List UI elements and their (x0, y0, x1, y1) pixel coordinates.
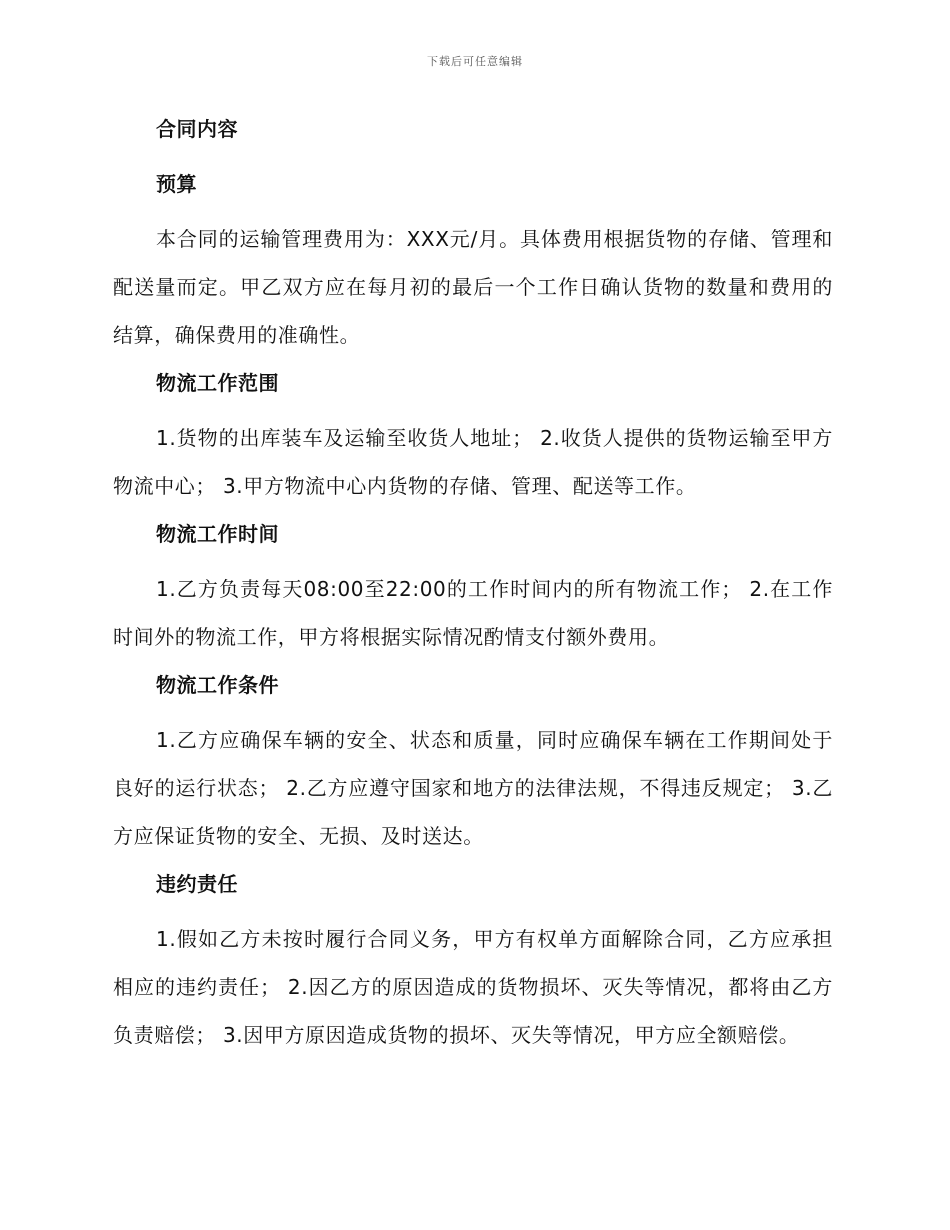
section-heading-contract-content: 合同内容 (156, 117, 238, 141)
section-body-logistics-scope: 1.货物的出库装车及运输至收货人地址； 2.收货人提供的货物运输至甲方物流中心； 3.甲方物流中心内货物的存储、管理、配送等工作。 (113, 426, 833, 498)
document-body (113, 112, 833, 1066)
section-body-budget: 本合同的运输管理费用为：XXX元/月。具体费用根据货物的存储、管理和配送量而定。甲乙双方应在每月初的最后一个工作日确认货物的数量和费用的结算，确保费用的准确性。 (113, 227, 833, 347)
section-body-logistics-hours: 1.乙方负责每天08:00至22:00的工作时间内的所有物流工作； 2.在工作时间外的物流工作，甲方将根据实际情况酌情支付额外费用。 (113, 577, 833, 649)
section-heading-breach-liability: 违约责任 (156, 872, 238, 896)
section-heading-budget: 预算 (156, 172, 197, 196)
page-header: 下载后可任意编辑 (427, 55, 523, 68)
section-body-logistics-conditions: 1.乙方应确保车辆的安全、状态和质量，同时应确保车辆在工作期间处于良好的运行状态； 2.乙方应遵守国家和地方的法律法规，不得违反规定； 3.乙方应保证货物的安全、无损、及时送达。 (113, 728, 833, 848)
section-heading-logistics-conditions: 物流工作条件 (156, 673, 279, 697)
section-heading-logistics-scope: 物流工作范围 (156, 371, 279, 395)
section-heading-logistics-hours: 物流工作时间 (156, 522, 279, 546)
section-body-breach-liability: 1.假如乙方未按时履行合同义务，甲方有权单方面解除合同，乙方应承担相应的违约责任； 2.因乙方的原因造成的货物损坏、灭失等情况，都将由乙方负责赔偿； 3.因甲方原因造成货物的损坏、灭失等情况，甲方应全额赔偿。 (113, 927, 833, 1047)
